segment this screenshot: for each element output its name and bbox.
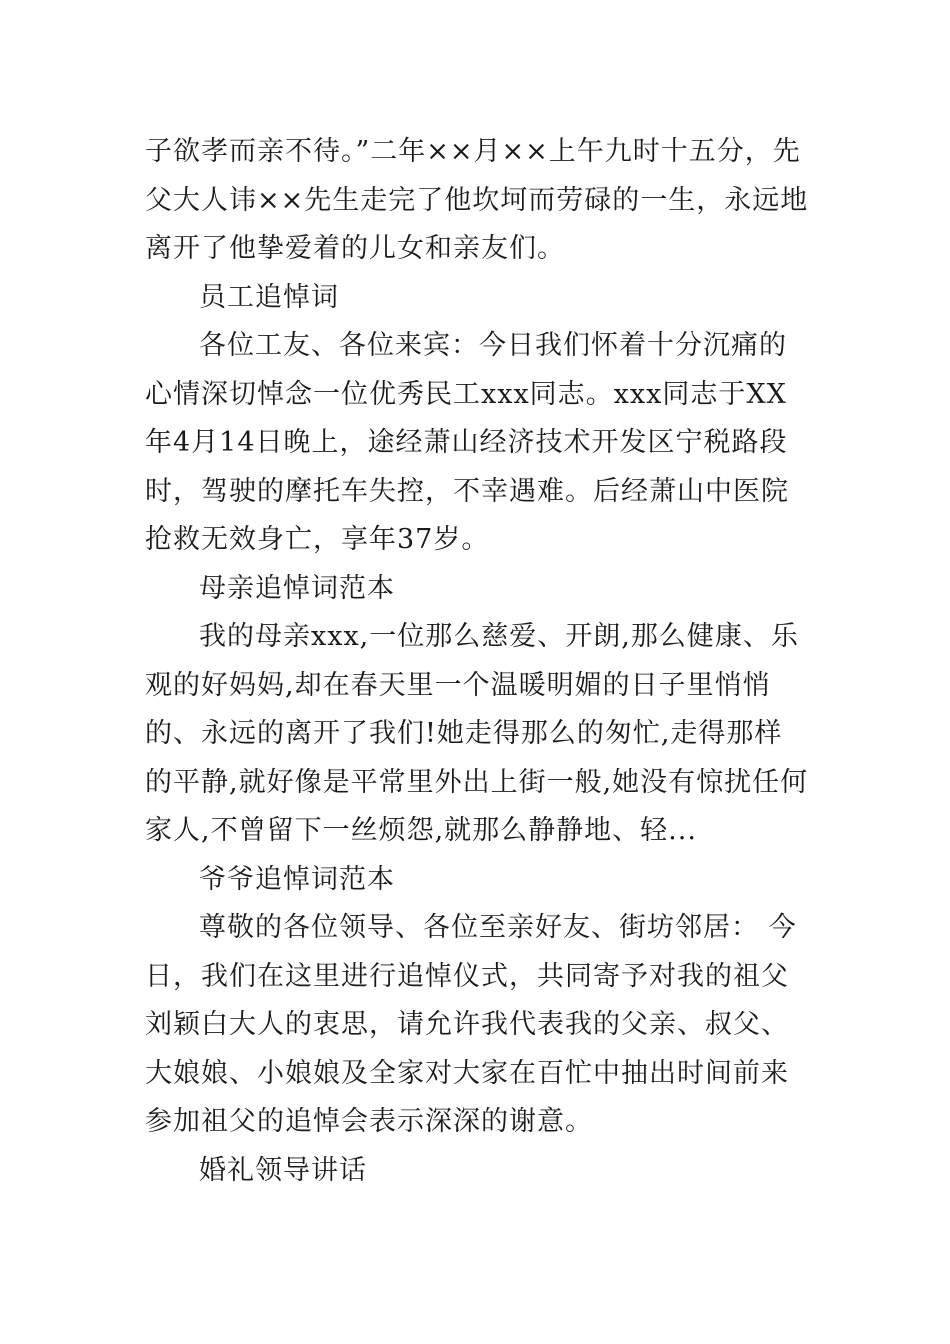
section-heading-wedding-speech: 婚礼领导讲话 <box>199 1154 367 1186</box>
section-heading-grandfather-eulogy: 爷爷追悼词范本 <box>199 863 395 895</box>
paragraph-intro-continuation: 子欲孝而亲不待。”二年××月××上午九时十五分，先父大人讳××先生走完了他坎坷而劳碌的一生，永远地离开了他挚爱着的儿女和亲友们。 <box>145 136 809 264</box>
section-heading-employee-eulogy: 员工追悼词 <box>199 281 339 313</box>
section-heading-mother-eulogy: 母亲追悼词范本 <box>199 572 395 604</box>
paragraph-mother-eulogy: 我的母亲xxx,一位那么慈爱、开朗,那么健康、乐观的好妈妈,却在春天里一个温暖明媚的日子里悄悄的、永远的离开了我们!她走得那么的匆忙,走得那样的平静,就好像是平常里外出上街一般,她没有惊扰任何家人,不曾留下一丝烦怨,就那么静静地、轻... <box>145 621 809 846</box>
paragraph-grandfather-eulogy: 尊敬的各位领导、各位至亲好友、街坊邻居： 今日，我们在这里进行追悼仪式，共同寄予对我的祖父刘颖白大人的衷思，请允许我代表我的父亲、叔父、大娘娘、小娘娘及全家对大家在百忙中抽出时间前来参加祖父的追悼会表示深深的谢意。 <box>145 912 797 1137</box>
document-body <box>145 128 810 1195</box>
paragraph-employee-eulogy: 各位工友、各位来宾：今日我们怀着十分沉痛的心情深切悼念一位优秀民工xxx同志。xxx同志于XX年4月14日晚上，途经萧山经济技术开发区宁税路段时，驾驶的摩托车失控，不幸遇难。后经萧山中医院抢救无效身亡，享年37岁。 <box>145 330 789 555</box>
